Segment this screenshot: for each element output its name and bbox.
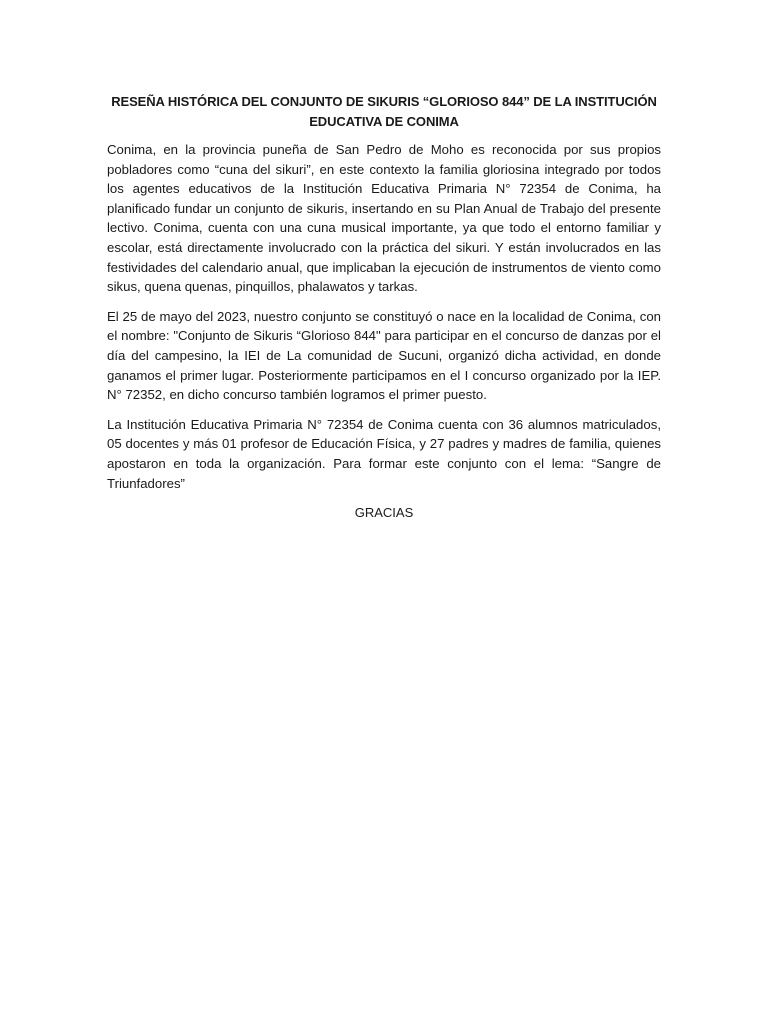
- paragraph-founding: El 25 de mayo del 2023, nuestro conjunto se constituyó o nace en la localidad de Conima, con el nombre: "Conjunto de Sikuris “Glorioso 844" para participar en el concurso de danzas por el día del campesino, la IEI de La comunidad de Sucuni, organizó dicha actividad, en donde ganamos el primer lugar. Posteriormente participamos en el I concurso organizado por la IEP. N° 72352, en dicho concurso también logramos el primer puesto.: [107, 308, 661, 403]
- document-title: RESEÑA HISTÓRICA DEL CONJUNTO DE SIKURIS “GLORIOSO 844” DE LA INSTITUCIÓN EDUCATIVA DE CONIMA: [111, 94, 657, 129]
- closing-thanks: GRACIAS: [354, 505, 414, 521]
- paragraph-intro: Conima, en la provincia puneña de San Pedro de Moho es reconocida por sus propios pobladores como “cuna del sikuri”, en este contexto la familia gloriosina integrado por todos los agentes educativos de la Institución Educativa Primaria N° 72354 de Conima, ha planificado fundar un conjunto de sikuris, insertando en su Plan Anual de Trabajo del presente lectivo. Conima, cuenta con una cuna musical importante, ya que todo el entorno familiar y escolar, está directamente involucrado con la práctica del sikuri. Y están involucrados en las festividades del calendario anual, que implicaban la ejecución de instrumentos de viento como sikus, quena quenas, pinquillos, phalawatos y tarkas.: [107, 142, 661, 295]
- paragraph-institution: La Institución Educativa Primaria N° 72354 de Conima cuenta con 36 alumnos matriculados, 05 docentes y más 01 profesor de Educación Física, y 27 padres y madres de familia, quienes apostaron en toda la organización. Para formar este conjunto con el lema: “Sangre de Triunfadores”: [107, 416, 661, 491]
